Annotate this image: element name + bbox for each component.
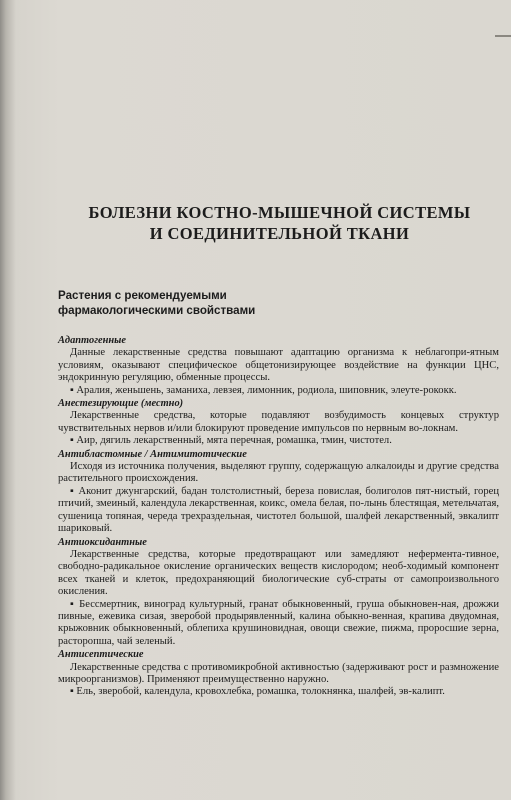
block-plants: ▪ Аир, дягиль лекарственный, мята перечная, ромашка, тмин, чистотел.: [70, 435, 392, 447]
block-description: Лекарственные средства, которые подавляют возбудимость концевых структур чувствительных нервов и/или блокируют проведение импульсов по нервным во-локнам.: [58, 410, 499, 434]
block-description: Данные лекарственные средства повышают адаптацию организма к неблагопри-ятным условиям, оказывают специфическое общетонизирующее воздействие на функции ЦНС, эндокринную регуляцию, обменные процессы.: [58, 347, 499, 384]
block-antioxidant: [58, 536, 499, 649]
block-plants: ▪ Аконит джунгарский, бадан толстолистный, береза повислая, болиголов пят-нистый, горец птичий, змеиный, календула лекарственная, коикс, омела белая, по-лынь блестящая, метельчатая, сушеница топяная, череда трехраздельная, чистотел большой, шалфей лекарственный, эвкалипт шариковый.: [58, 485, 499, 535]
block-anesthetic: [58, 397, 499, 448]
section-title-text: Растения с рекомендуемыми фармакологическими свойствами: [58, 289, 256, 317]
block-description: Лекарственные средства, которые предотвращают или замедляют неферментa-тивное, свободно-радикальное окисление органических веществ кислородом; необ-ходимый компонент всех тканей и клеток, предохраняющий биологические суб-страты от самопроизвольного окисления.: [58, 548, 499, 598]
block-antiblastoma: [58, 448, 499, 536]
block-plants: ▪ Аралия, женьшень, заманиха, левзея, лимонник, родиола, шиповник, элеуте-рококк.: [70, 384, 457, 396]
block-heading: Адаптогенные: [58, 335, 127, 346]
chapter-title: [58, 202, 501, 244]
block-heading: Антиоксидантные: [58, 536, 147, 548]
block-heading: Анестезирующие (местно): [58, 398, 184, 410]
section-title: [58, 289, 478, 318]
block-description: Исходя из источника получения, выделяют группу, содержащую алкалоиды и другие средства растительного происхождения.: [58, 461, 499, 485]
body-text: [58, 334, 499, 699]
block-plants: ▪ Ель, зверобой, календула, кровохлебка, ромашка, толокнянка, шалфей, эв-калипт.: [70, 686, 445, 698]
block-description: Лекарственные средства с противомикробной активностью (задерживают рост и размножение микроорганизмов). Применяют преимущественно наружно.: [58, 661, 499, 685]
block-heading: Антибластомные / Антимитотические: [58, 448, 247, 460]
block-antiseptic: [58, 648, 499, 699]
block-adaptogenic: [58, 334, 499, 397]
chapter-title-text: БОЛЕЗНИ КОСТНО-МЫШЕЧНОЙ СИСТЕМЫ И СОЕДИНИТЕЛЬНОЙ ТКАНИ: [88, 203, 471, 243]
block-plants: ▪ Бессмертник, виноград культурный, гранат обыкновенный, груша обыкновен-ная, дрожжи пивные, ежевика сизая, зверобой продырявленный, калина обыкно-венная, крапива двудомная, крыжовник обыкновенный, облепиха крушиновидная, овощи свежие, пижма, проросшие зерна, расторопша, чай зеленый.: [58, 598, 499, 647]
block-heading: Антисептические: [58, 649, 144, 661]
page-edge-mark: [495, 35, 511, 37]
